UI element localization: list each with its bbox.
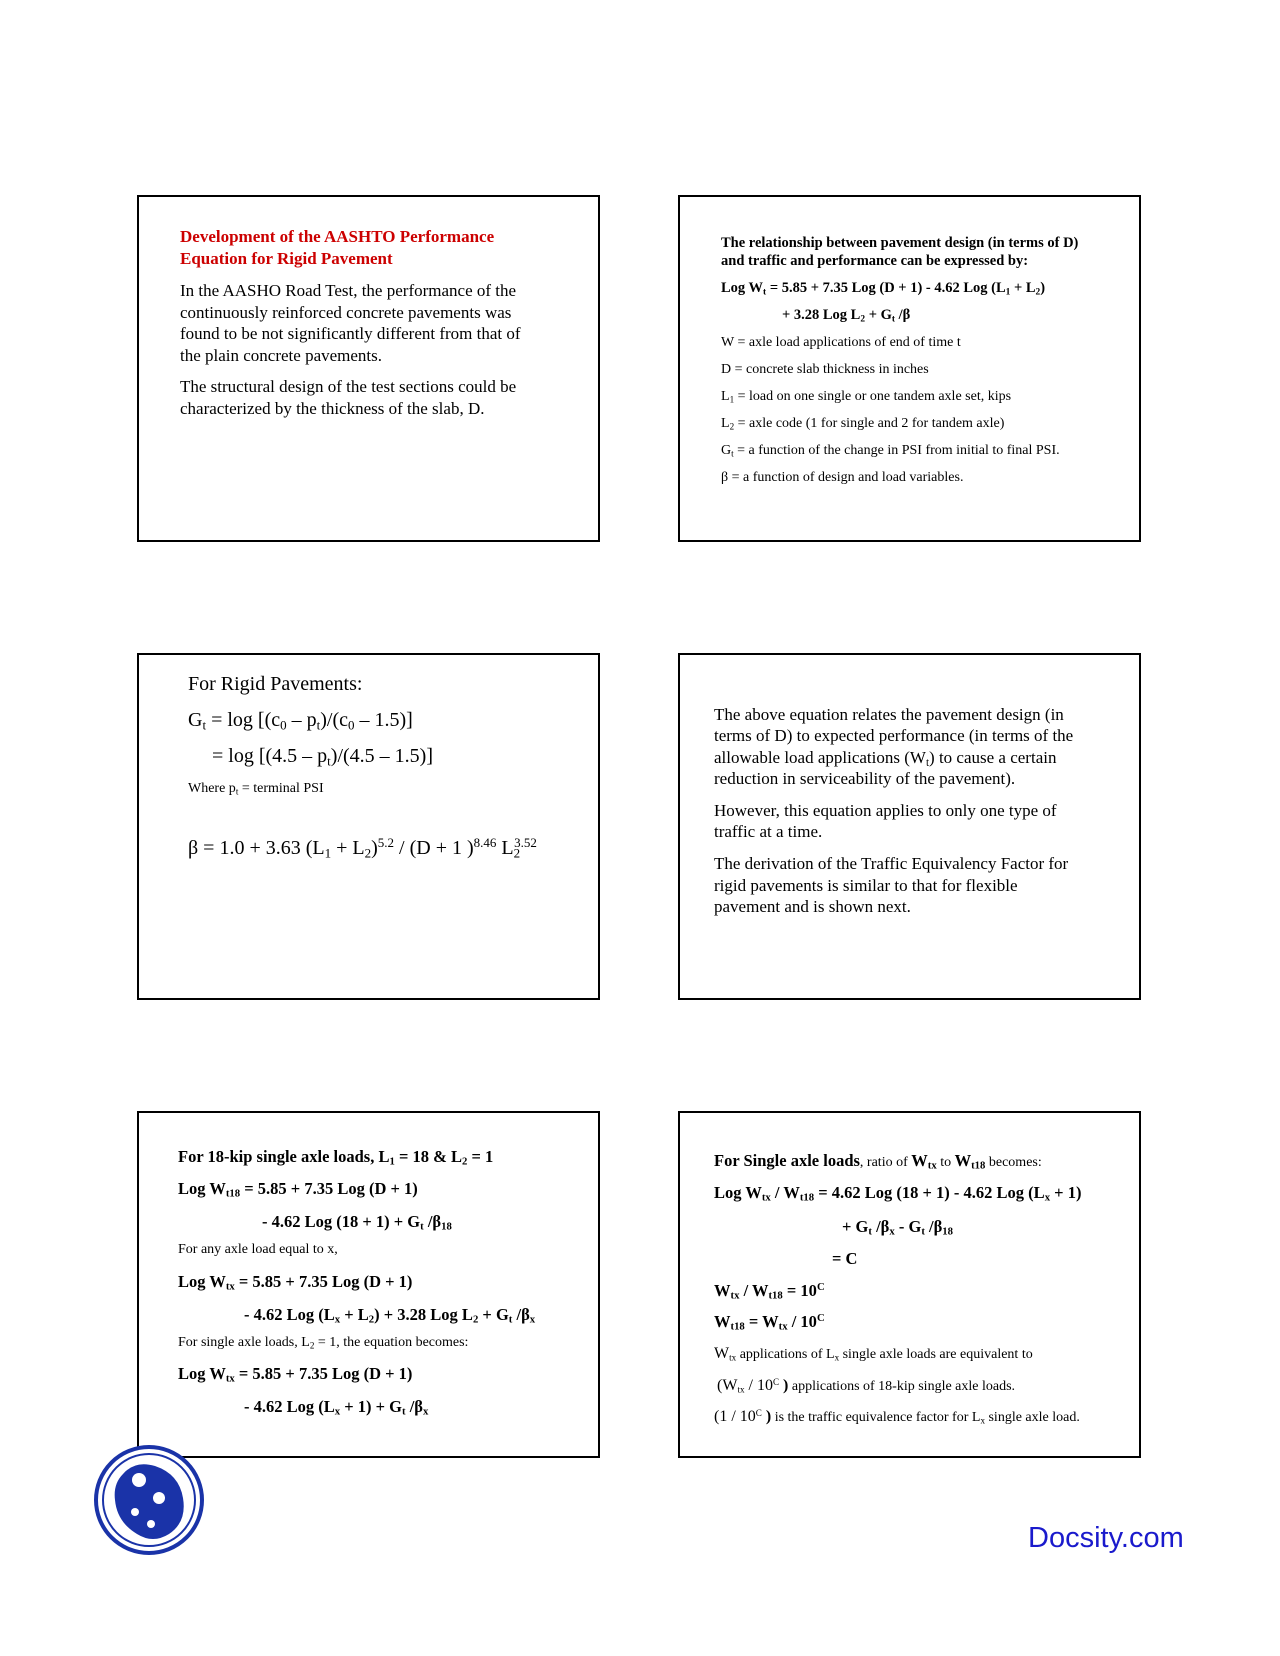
slide-5-eq-5: Log $W_{tx} = 5.85 + 7.35$ Log (D + 1) [178, 1364, 413, 1385]
slide-5-note-2: For single axle loads, $L_2 = 1$, the equation becomes: [178, 1335, 469, 1351]
slide-5-eq-6: - 4.62 Log $(L_x + 1) + G_t$ $/\beta_x$ [244, 1397, 429, 1418]
slide-2-def-l2: $L_2$ = axle code (1 for single and 2 for tandem axle) [721, 416, 1005, 432]
slide-1-para-2-line-1: The structural design of the test sections could be [180, 377, 517, 396]
slide-2-equation-line-1: Log $W_t = 5.85 + 7.35$ Log (D + 1) - 4.62 Log $(L_1 + L_2)$ [721, 280, 1046, 298]
slide-2-equation-line-2: + 3.28 Log $L_2 + G_t$ /β [782, 307, 911, 325]
slide-1-para-1-line-2: continuously reinforced concrete pavements was [180, 303, 512, 322]
slide-3-gt-equation-1: $G_t = \log [(c_0 - p_t)/(c_0 - 1.5)]$ [188, 709, 413, 733]
slide-1-para-2-line-2: characterized by the thickness of the slab, D. [180, 399, 485, 418]
slide-4-para-1-line-4: reduction in serviceability of the pavement). [714, 769, 1016, 788]
slide-6 [678, 1111, 1141, 1458]
slide-4 [678, 653, 1141, 1000]
slide-6-note-2: ($W_{tx} / 10^C$ ) applications of 18-kip single axle loads. [717, 1377, 1016, 1395]
slide-2-def-w: W = axle load applications of end of time t [721, 335, 961, 350]
slide-1 [137, 195, 600, 542]
slide-5 [137, 1111, 600, 1458]
slide-2-def-beta: β = a function of design and load variables. [721, 470, 964, 485]
slide-5-eq-1: Log $W_{t18} = 5.85 + 7.35$ Log (D + 1) [178, 1179, 418, 1200]
slide-6-eq-4: $W_{tx} / W_{t18} = 10^C$ [714, 1281, 825, 1302]
slide-2-def-l1: $L_1$ = load on one single or one tandem axle set, kips [721, 389, 1012, 405]
slide-5-heading: For 18-kip single axle loads, $L_1 = 18$ & $L_2 = 1$ [178, 1147, 494, 1168]
slide-5-note-1: For any axle load equal to x, [178, 1242, 338, 1257]
slide-2 [678, 195, 1141, 542]
slide-4-para-3-line-3: pavement and is shown next. [714, 897, 911, 916]
slide-1-para-1-line-3: found to be not significantly different from that of [180, 324, 521, 343]
slide-6-eq-5: $W_{t18} = W_{tx} / 10^C$ [714, 1312, 825, 1333]
slide-4-para-1-line-2: terms of D) to expected performance (in terms of the [714, 726, 1074, 745]
docsity-brand-link[interactable]: Docsity.com [1028, 1522, 1184, 1554]
slide-3-heading: For Rigid Pavements: [188, 673, 363, 695]
slide-1-para-1-line-4: the plain concrete pavements. [180, 346, 383, 365]
slide-4-para-2-line-2: traffic at a time. [714, 822, 823, 841]
slide-2-def-d: D = concrete slab thickness in inches [721, 362, 929, 377]
slide-6-note-3: ($1 / 10^C$ ) is the traffic equivalence factor for $L_x$ single axle load. [714, 1408, 1080, 1426]
slide-2-intro-line-2: and traffic and performance can be expressed by: [721, 253, 1029, 269]
slide-5-eq-2: - 4.62 Log $(18 + 1) + G_t$ $/\beta_{18}$ [262, 1212, 452, 1233]
slide-6-eq-1: Log $W_{tx} / W_{t18} = 4.62$ Log (18 + 1) - 4.62 Log $(L_x + 1)$ [714, 1183, 1082, 1204]
slide-6-eq-3: = C [832, 1249, 858, 1268]
slide-5-eq-4: - 4.62 Log $(L_x + L_2) + 3.28$ Log $L_2 + G_t$ $/\beta_x$ [244, 1305, 536, 1326]
slide-6-eq-2: + $G_t$ $/\beta_x - G_t$ $/\beta_{18}$ [842, 1217, 954, 1238]
slide-3-where-note: Where $p_t$ = terminal PSI [188, 781, 324, 797]
slide-1-para-1-line-1: In the AASHO Road Test, the performance of the [180, 281, 517, 300]
slide-4-para-2-line-1: However, this equation applies to only one type of [714, 801, 1057, 820]
slide-4-para-1-line-1: The above equation relates the pavement design (in [714, 705, 1064, 724]
slide-2-intro-line-1: The relationship between pavement design (in terms of D) [721, 235, 1079, 251]
slide-3 [137, 653, 600, 1000]
slide-4-para-1-line-3: allowable load applications $(W_t)$ to cause a certain [714, 748, 1057, 769]
slide-2-def-gt: $G_t = a$ function of the change in PSI from initial to final PSI. [721, 443, 1060, 459]
slide-1-title-line-2: Equation for Rigid Pavement [180, 249, 393, 268]
slide-6-note-1: $W_{tx}$ applications of $L_x$ single axle loads are equivalent to [714, 1345, 1033, 1363]
slide-6-heading: For Single axle loads, ratio of $W_{tx}$ to $W_{t18}$ becomes: [714, 1151, 1042, 1172]
slide-1-title-line-1: Development of the AASHTO Performance [180, 227, 495, 246]
slide-5-eq-3: Log $W_{tx} = 5.85 + 7.35$ Log (D + 1) [178, 1272, 413, 1293]
slide-3-gt-equation-2: = $\log [(4.5 - p_t)/(4.5 - 1.5)]$ [212, 745, 433, 769]
slide-4-para-3-line-2: rigid pavements is similar to that for flexible [714, 876, 1018, 895]
slide-4-para-3-line-1: The derivation of the Traffic Equivalency Factor for [714, 854, 1069, 873]
slide-3-beta-equation: β = 1.0 + 3.63 $(L_1 + L_2)^{5.2} / (D + 1$ )$^{8.46}$ $L_2^{3.52}$ [188, 834, 537, 861]
docsity-logo-icon [93, 1444, 205, 1556]
